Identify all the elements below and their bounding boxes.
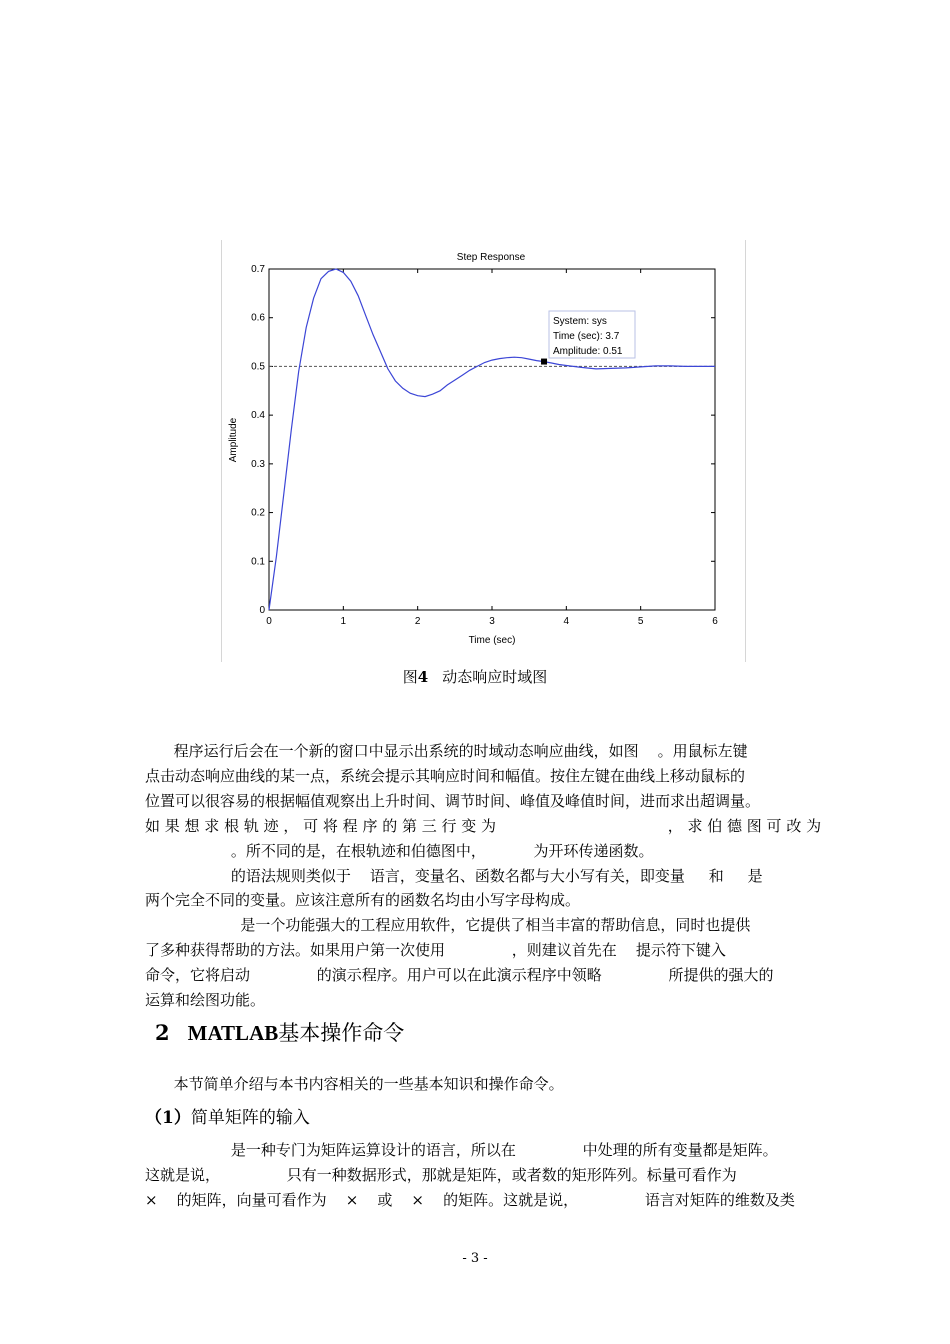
x-tick-label: 6 (712, 616, 718, 627)
chart-title: Step Response (456, 252, 526, 263)
x-tick-label: 1 (340, 616, 347, 627)
data-tip-time: Time (sec): 3.7 (553, 331, 620, 342)
paragraph-line: 点击动态响应曲线的某一点，系统会提示其响应时间和幅值。按住左键在曲线上移动鼠标的 (145, 767, 746, 785)
data-tip-amplitude: Amplitude: 0.51 (553, 346, 623, 357)
subsection-number: 1 (162, 1108, 174, 1128)
y-tick-label: 0.5 (251, 361, 265, 373)
paragraph-line: 命令，它将启动 的演示程序。用户可以在此演示程序中领略 所提供的强大的 (145, 966, 774, 984)
paragraph-line: × 的矩阵，向量可看作为 × 或 × 的矩阵。这就是说， 语言对矩阵的维数及类 (145, 1191, 795, 1209)
paragraph-line: 。所不同的是，在根轨迹和伯德图中， 为开环传递函数。 (145, 842, 654, 860)
paragraph-line: 位置可以很容易的根据幅值观察出上升时间、调节时间、峰值及峰值时间，进而求出超调量。 (145, 792, 761, 810)
y-tick-label: 0.1 (251, 556, 265, 568)
paragraph-line: 是一种专门为矩阵运算设计的语言，所以在 中处理的所有变量都是矩阵。 (145, 1141, 778, 1159)
paragraph-line: 程序运行后会在一个新的窗口中显示出系统的时域动态响应曲线，如图 。用鼠标左键 (145, 742, 748, 760)
paragraph-line: 这就是说， 只有一种数据形式，那就是矩阵，或者数的矩形阵列。标量可看作为 (145, 1166, 737, 1184)
data-tip-marker (541, 359, 547, 365)
paragraph-line: 两个完全不同的变量。应该注意所有的函数名均由小写字母构成。 (145, 891, 581, 909)
x-axis-label: Time (sec) (468, 635, 516, 646)
x-tick-label: 4 (563, 616, 570, 627)
step-response-chart (221, 240, 746, 662)
x-tick-label: 2 (414, 616, 421, 627)
x-tick-label: 5 (637, 616, 644, 627)
intro-paragraph: 本节简单介绍与本书内容相关的一些基本知识和操作命令。 (145, 1075, 564, 1093)
figure-caption (0, 667, 950, 687)
step-response-figure (221, 240, 746, 662)
section-heading (155, 1020, 404, 1046)
data-tip[interactable] (541, 311, 635, 365)
caption-label: 图 (402, 668, 418, 686)
paragraph-line: 了多种获得帮助的方法。如果用户第一次使用 ，则建议首先在 提示符下键入 (145, 941, 726, 959)
paragraph-line: 运算和绘图功能。 (145, 991, 266, 1009)
y-tick-label: 0.7 (251, 264, 265, 275)
y-axis-label: Amplitude (228, 417, 239, 463)
y-tick-label: 0.6 (251, 312, 265, 324)
x-tick-label: 0 (266, 616, 272, 627)
section-title-latin: MATLAB (187, 1021, 279, 1045)
data-tip-system: System: sys (553, 316, 607, 327)
paragraph-line: 如 果 想 求 根 轨 迹 ， 可 将 程 序 的 第 三 行 变 为 ， 求 伯 德 图 可 改 为 (145, 817, 822, 835)
caption-number: 4 (417, 668, 429, 686)
x-tick-label: 3 (489, 616, 495, 627)
y-tick-label: 0.2 (251, 507, 265, 519)
subsection-heading: （1）简单矩阵的输入 (145, 1108, 310, 1128)
subsection-title: 简单矩阵的输入 (190, 1108, 310, 1128)
caption-text: 动态响应时域图 (442, 668, 548, 686)
paragraph-line: 的语法规则类似于 语言，变量名、函数名都与大小写有关，即变量 和 是 (145, 867, 763, 885)
y-tick-label: 0.4 (251, 410, 265, 422)
plot-area (269, 269, 715, 610)
page-number: - 3 - (462, 1251, 488, 1266)
section-number: 2 (155, 1020, 170, 1045)
paragraph-line: 是一个功能强大的工程应用软件，它提供了相当丰富的帮助信息，同时也提供 (145, 916, 751, 934)
y-tick-label: 0 (259, 605, 265, 616)
section-title: 基本操作命令 (278, 1021, 405, 1045)
y-tick-label: 0.3 (251, 458, 265, 470)
